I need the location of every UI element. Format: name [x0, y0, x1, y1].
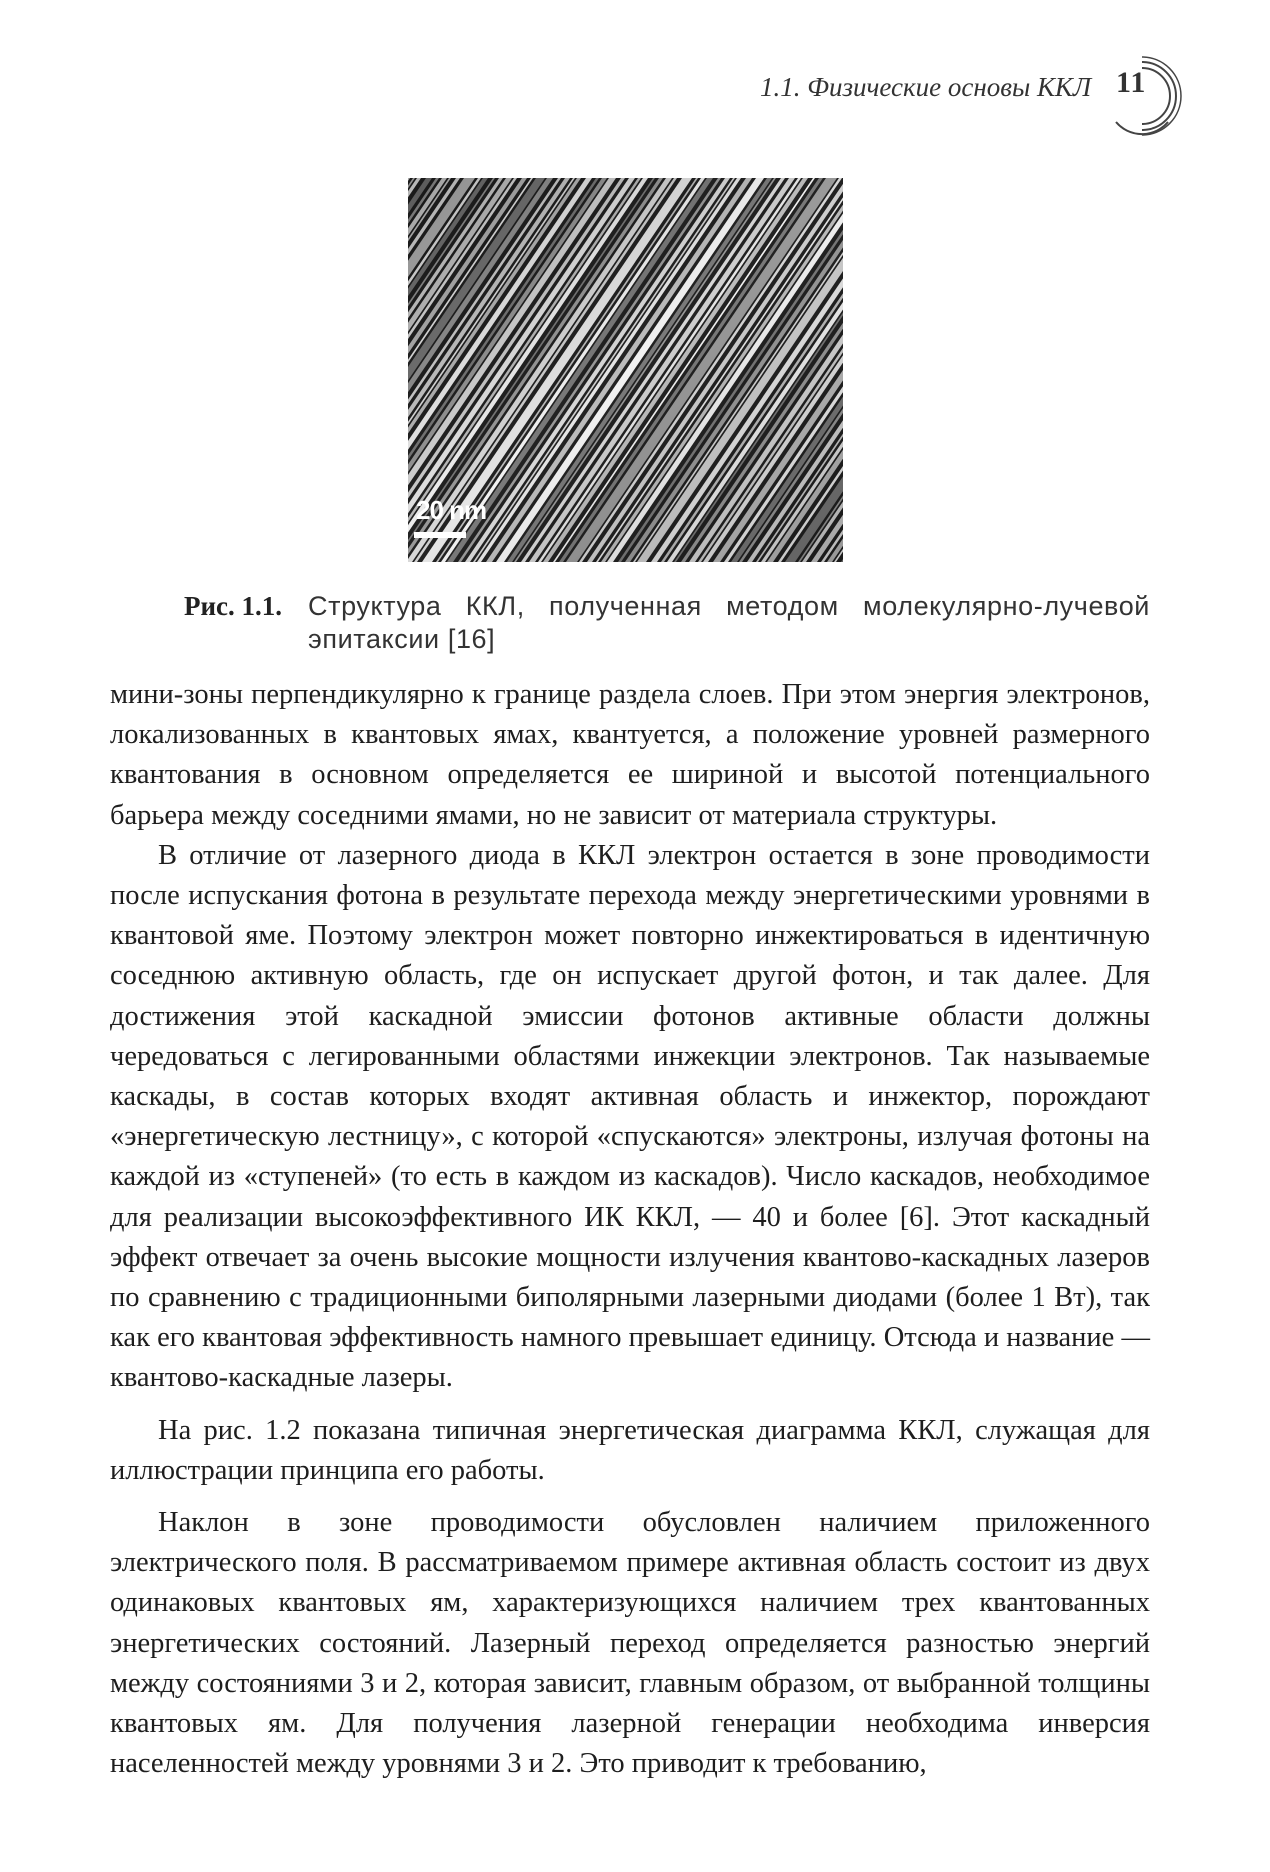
running-head: 1.1. Физические основы ККЛ: [760, 72, 1092, 102]
paragraph-1: мини-зоны перпендикулярно к границе раздела слоев. При этом энергия электронов, локализованных в квантовых ямах, квантуется, а положение уровней размерного квантования в основном определяется ее шириной и высотой потенциального барьера между соседними ямами, но не зависит от материала структуры.: [110, 679, 1150, 831]
caption-label: Рис. 1.1.: [184, 591, 283, 621]
scale-bar: [414, 532, 466, 538]
paragraph-2: В отличие от лазерного диода в ККЛ электрон остается в зоне проводимости после испускания фотона в результате перехода между энергетическими уровнями в квантовой яме. Поэтому электрон может повторно инжектироваться в идентичную соседнюю активную область, где он испускает другой фотон, и так далее. Для достижения этой каскадной эмиссии фотонов активные области должны чередоваться с легированными областями инжекции электронов. Так называемые каскады, в состав которых входят активная область и инжектор, порождают «энергетическую лестницу», с которой «спускаются» электроны, излучая фотоны на каждой из «ступеней» (то есть в каждом из каскадов). Число каскадов, необходимое для реализации высокоэффективного ИК ККЛ, — 40 и более [6]. Этот каскадный эффект отвечает за очень высокие мощности излучения квантово-каскадных лазеров по сравнению с традиционными биполярными лазерными диодами (более 1 Вт), так как его квантовая эффективность намного превышает единицу. Отсюда и название — квантово-каскадные лазеры.: [110, 839, 1150, 1394]
scale-bar-label: 20 nm: [416, 495, 487, 525]
page-arc-ornament-icon: [1102, 56, 1182, 136]
body-text: [110, 675, 1150, 1784]
caption-text: Структура ККЛ, полученная методом молекулярно-лучевой эпитаксии [16]: [308, 591, 1150, 654]
paragraph-3: На рис. 1.2 показана типичная энергетическая диаграмма ККЛ, служащая для иллюстрации принципа его работы.: [110, 1414, 1150, 1486]
tem-micrograph: [408, 178, 843, 562]
paragraph-4: Наклон в зоне проводимости обусловлен наличием приложенного электрического поля. В рассматриваемом примере активная область состоит из двух одинаковых квантовых ям, характеризующихся наличием трех квантованных энергетических состояний. Лазерный переход определяется разностью энергий между состояниями 3 и 2, которая зависит, главным образом, от выбранной толщины квантовых ям. Для получения лазерной генерации необходима инверсия населенностей между уровнями 3 и 2. Это приводит к требованию,: [110, 1507, 1150, 1780]
page-number: 11: [1116, 66, 1147, 99]
